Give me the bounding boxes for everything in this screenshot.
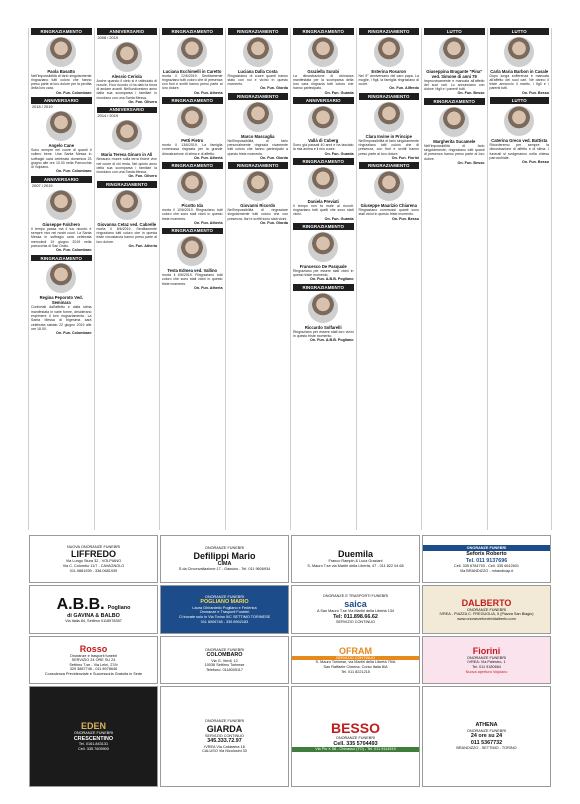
- obituary-name: Carla Maria Barbon in Casale: [490, 68, 549, 74]
- ad-line: ONORANZE FUNEBRI: [466, 728, 507, 733]
- obituary-name: Giuseppina Bragante "Pina" ved. Simone di anni 79: [426, 68, 483, 79]
- ad-line: ONORANZE FUNEBRI: [466, 607, 507, 612]
- ad-line: 011.9881939 - 338.0681939: [69, 568, 118, 573]
- obituary-photo: [177, 106, 207, 136]
- obituary-name: Marco Mascaglia: [240, 133, 275, 139]
- obituary-entry: [228, 28, 289, 91]
- obituary-heading: RINGRAZIAMENTO: [228, 162, 289, 169]
- obituary-agency: On. Fun. Besso: [457, 160, 485, 165]
- obituary-name: Testa Edmea ved. Vallino: [167, 268, 218, 274]
- obituary-years: 2008 / 2019: [97, 34, 119, 40]
- ad-subtitle: Pogliano: [107, 604, 131, 611]
- obituary-agency: On. Fun. Giorda: [260, 155, 288, 160]
- ad-line: IVREA - PIAZZA C. FREGUGLIA, 5 (Piazza San Biagio): [439, 612, 534, 617]
- ad-line: www.onoranzefunebridalberto.com: [457, 616, 516, 621]
- obituary-agency: On. Fun. A.B.B. Pogliano: [310, 277, 354, 282]
- obit-column: [356, 28, 422, 530]
- obituary-heading: RINGRAZIAMENTO: [162, 228, 223, 235]
- obituary-entry: [490, 28, 550, 95]
- obituary-entry: [293, 97, 354, 156]
- ad-line: IVREA Via Caldarera 16: [204, 744, 245, 749]
- obituary-entry: [424, 98, 485, 165]
- obituary-heading: LUTTO: [490, 97, 550, 104]
- obituary-name: Picotto Ida: [181, 203, 203, 209]
- obituary-text: Sono già passati 40 anni e ha lasciato la mia anima e il mio cuore.: [293, 142, 354, 152]
- ad-title: Duemila: [337, 549, 373, 560]
- ad-line: BRANDIZZO - SETTIMO - TORINO: [456, 746, 517, 751]
- obituary-agency: On. Fun. Guarda: [324, 216, 354, 221]
- obituary-name: Vallà di Cuberg: [308, 137, 339, 143]
- obituary-years: 2018 / 2019: [32, 103, 53, 109]
- obituary-entry: [293, 284, 354, 343]
- obituary-entry: [359, 162, 420, 221]
- ad-line: SERVIZIO CONTINUO: [336, 620, 375, 624]
- ad-line: Onoranze e trasporti funebri: [69, 653, 118, 658]
- obituary-entry: [293, 158, 354, 221]
- ad-line: Via BRANDIZZO - mhandicap.it: [459, 568, 514, 573]
- ad-title: COLOMBARO: [206, 652, 243, 659]
- obituary-heading: RINGRAZIAMENTO: [31, 28, 92, 35]
- ad-phone: Tel. 011 9137696: [465, 557, 508, 564]
- obituary-heading: ANNIVERSARIO: [31, 97, 92, 104]
- ad-dalberto: [422, 585, 551, 634]
- obituary-photo: [46, 37, 76, 67]
- ad-line: ONORANZE FUNEBRI: [335, 736, 376, 741]
- obituary-text: Nell'impossibilità di farlo singolarmente, ringraziano tutti quanti di presenza hanno preso parte al loro dolore.: [424, 143, 485, 161]
- ad-line: Tel. 011 8221215: [341, 669, 370, 674]
- obituary-photo: [177, 171, 207, 201]
- ad-line: 011 8006748 - 335 8902183: [200, 619, 249, 624]
- obituary-name: Caterina Greco ved. Battista: [491, 137, 548, 143]
- obituary-heading: RINGRAZIAMENTO: [162, 162, 223, 169]
- ad-line: Via Pio X 58 - Chivasso (TO) - Tel. 011 9114519: [292, 747, 419, 752]
- obituary-photo: [177, 236, 207, 266]
- obituary-photo: [439, 37, 469, 67]
- obituary-photo: [112, 120, 142, 150]
- obituary-photo: [308, 106, 338, 136]
- obituary-agency: On. Fun. Allfredo: [389, 86, 419, 91]
- obituary-agency: On. Fun. Olivero: [128, 174, 157, 179]
- ad-fiorini: [422, 636, 551, 684]
- ad-line: ONORANZE FUNEBRI: [204, 647, 245, 652]
- ad-line: CALUSO Via Nicolosini 33: [202, 749, 247, 754]
- ad-line: Cell. 335 6784793 - Cell. 335 6612601: [453, 564, 520, 569]
- ad-line: Via G. Verdi, 12: [211, 658, 238, 663]
- obituary-entry: [228, 93, 289, 160]
- ad-colombaro: [160, 636, 289, 684]
- obituary-photo: [374, 102, 404, 132]
- ad-title: saica: [344, 599, 367, 609]
- obituary-agency: On. Fun. Olivero: [128, 100, 157, 105]
- obituary-name: Alessio Ceriola: [111, 73, 142, 79]
- obituary-photo: [46, 190, 76, 220]
- ad-besso: [291, 686, 420, 787]
- obituary-heading: ANNIVERSARIO: [97, 107, 158, 114]
- obituary-heading: LUTTO: [490, 28, 550, 35]
- obituary-heading: RINGRAZIAMENTO: [31, 255, 92, 262]
- ad-line: Tel. 011 9180664: [472, 665, 501, 669]
- obituary-photo: [112, 42, 142, 72]
- obituary-agency: On. Fun. Giorda: [260, 86, 288, 91]
- ad-line: San Raffaele Cimena, Corso Italia 8/A: [323, 665, 388, 669]
- obituary-photo: [308, 293, 338, 323]
- ad-title: EDEN: [80, 721, 106, 732]
- obituary-heading: ANNIVERSARIO: [293, 97, 354, 104]
- ad-line: Via C. Colombo 11/7 - CAVAGNOLO: [62, 564, 125, 568]
- obituaries-section: [28, 28, 552, 530]
- obituary-text: Dopo lunga sofferenza è mancata all'affetto dei suoi cari. Ne danno il triste annuncio il marito, i figli e i parenti tutti.: [489, 73, 549, 91]
- obituary-heading: RINGRAZIAMENTO: [293, 158, 354, 165]
- obituary-years: 2007 / 2019: [32, 182, 53, 188]
- ad-phone: 345.333.72.97: [207, 738, 242, 745]
- ad-defilippi: [160, 535, 289, 583]
- obituary-agency: On. Fun. Colombaro: [56, 90, 92, 95]
- obituary-name: Clara Invine in Principe: [365, 133, 412, 139]
- ad-line: S. Mauro T.se via Martiri della Libertà, 47 - 011 822 04 68: [307, 564, 404, 568]
- ad-line: IVREA: Via Palestro, 1: [467, 660, 506, 665]
- ad-title: OFRAM: [339, 645, 372, 656]
- ad-liffredo: [29, 535, 158, 583]
- obituary-entry: [359, 93, 420, 160]
- obituary-text: Il tempo passa ma il tuo ricordo è sempre vivo nei nostri cuori. La Santa Messa in suffragio sarà celebrata mercoledì 19 giugno 2019 nella parrocchia di San Grato.: [31, 226, 92, 248]
- obituary-text: Ringraziano commossi quanti sono stati vicini in questo triste momento.: [358, 208, 419, 217]
- obituary-years: 2014 / 2019: [97, 113, 119, 119]
- obituary-heading: RINGRAZIAMENTO: [359, 28, 420, 35]
- obituary-name: Giovanni Ricordo: [240, 203, 276, 209]
- ad-line: A San Mauro T.se Via Martiri della Libertà 134: [316, 609, 395, 613]
- obituary-photo: [308, 232, 338, 262]
- ad-line: S.da Circonvallazione 17 - Gassino - Tel. 011 9606934: [178, 567, 271, 572]
- obituary-agency: On. Fun. Besso: [457, 91, 485, 96]
- ad-line: Settimo T.se - Via Leini, 27/b: [69, 662, 118, 667]
- obituary-name: Riccardo Solfarelli: [304, 324, 342, 330]
- obituary-text: Il tempo non fa male ai ricordi: ringraziano tutti quelli che sono stati vicini.: [293, 203, 354, 217]
- obituary-agency: On. Fun. Atheria: [128, 243, 157, 248]
- obituary-entry: [162, 97, 223, 160]
- ad-line: Via Lungo Stura 32 - VOLPIANO: [65, 559, 122, 564]
- obituary-entry: [31, 176, 92, 253]
- obituary-name: Margherita Sucamele: [433, 138, 476, 144]
- obituary-heading: RINGRAZIAMENTO: [97, 181, 158, 188]
- ad-line: Tel. 0161.843131: [78, 742, 109, 747]
- ad-line: ONORANZE FUNEBRI: [204, 719, 245, 724]
- ad-line: Laura Ghirardello Pogliano e Federica: [192, 605, 257, 610]
- obituary-agency: On. Fun. Besso: [391, 216, 419, 221]
- ad-line: Telefono: 0118005117: [205, 667, 244, 672]
- ad-line: ONORANZE FUNEBRI: [204, 594, 245, 599]
- ad-eden: [29, 686, 158, 787]
- ad-abb: [29, 585, 158, 634]
- ad-title: POGLIANO MARIO: [200, 599, 249, 606]
- ad-line: ONORANZE FUNEBRI: [423, 545, 550, 552]
- obituary-text: Nel 9° anniversario del caro papà. La moglie, i figli, la famiglia ringraziano di cuore.: [358, 73, 419, 87]
- ad-athena: [422, 686, 551, 787]
- obituary-heading: RINGRAZIAMENTO: [162, 28, 223, 35]
- obituary-entry: [162, 228, 223, 291]
- obituary-agency: On. Fun. Atheria: [193, 90, 223, 95]
- ad-rosso: [29, 636, 158, 684]
- obituary-text: Nessuno muore sulla terra finché vive nel cuore di chi resta. Nel quinto anno della sua scomparsa i familiari la ricordano con una Santa Messa.: [96, 157, 157, 175]
- ad-line: Ci trovate solo in Via Torino 5/C SETTIMO TORINESE: [178, 615, 271, 619]
- obituary-text: La dimostrazione di vicinanza manifestata per la scomparsa della loro cara ringrazia tutti coloro che hanno partecipato.: [293, 73, 354, 91]
- ad-title: Defilippi Mario: [193, 550, 256, 561]
- ad-line: S. Mauro Torinese, via Martiri della Libertà 79/A: [315, 660, 396, 665]
- obituary-heading: RINGRAZIAMENTO: [293, 223, 354, 230]
- obituary-text: Ricorderemo per sempre la dimostrazione di affetto e di stima. I funerali si svolgeranno nella chiesa parrocchiale.: [489, 142, 549, 160]
- obituary-agency: On. Fun. Besso: [521, 160, 549, 165]
- obituary-heading: RINGRAZIAMENTO: [293, 28, 354, 35]
- ad-line: 10036 Settimo Torinese: [204, 663, 245, 668]
- ad-line: Onoranze e Trasporti Funebri: [199, 610, 250, 615]
- ad-line: CRESCENTINO: [73, 736, 114, 742]
- ad-ofram: [291, 636, 420, 684]
- ad-title: GIARDA: [206, 723, 243, 734]
- ad-title: LIFFREDO: [71, 549, 116, 560]
- obituary-heading: RINGRAZIAMENTO: [228, 28, 289, 35]
- obituary-text: Nell'impossibilità di ringraziare singolarmente tutti coloro che con presenza, fiori e scritti sono stati vicini.: [227, 208, 288, 221]
- obituary-entry: [293, 28, 354, 95]
- ad-phone: Cell. 335 5704493: [333, 740, 378, 747]
- ad-line: SERVIZIO CONTINUO: [292, 656, 419, 661]
- obit-column: [28, 28, 94, 530]
- obituary-name: Petti Pietro: [181, 137, 204, 143]
- obituary-name: Luciana Dalla Costa: [237, 68, 278, 74]
- ad-title: Seforis Roberto: [466, 551, 507, 558]
- obit-column: [159, 28, 225, 530]
- ad-title: A.B.B.: [56, 595, 105, 613]
- obituary-photo: [308, 37, 338, 67]
- obit-column: [421, 28, 487, 530]
- ad-seforis: [422, 535, 551, 583]
- obituary-entry: [31, 97, 92, 174]
- ad-subtitle: CIMA: [217, 560, 232, 567]
- obituary-text: Ringraziano per essere stati vicini in questo triste momento.: [293, 268, 354, 278]
- obituary-entry: [162, 28, 223, 95]
- obituary-text: Improvvisamente e mancata all'affetto dei suoi cari. Lo annunciano con dolore i figli e i parenti tutti.: [424, 78, 485, 92]
- obituary-photo: [374, 37, 404, 67]
- obituary-photo: [243, 171, 273, 201]
- obituary-text: morto il 13/6/2019. La famiglia commossa ringrazia per la grande dimostrazione di stima e di affetto.: [162, 142, 223, 156]
- obituary-photo: [308, 167, 338, 197]
- ad-title: Fiorini: [472, 645, 501, 656]
- obituary-entry: [97, 107, 158, 179]
- obituary-photo: [243, 37, 273, 67]
- ad-line: ONORANZE FUNEBRI: [466, 655, 507, 660]
- obituary-name: Paola Basatto: [47, 68, 76, 74]
- ad-saica: [291, 585, 420, 634]
- obituary-photo: [46, 111, 76, 141]
- ad-line: di GAVINA & BALBO: [67, 612, 120, 619]
- obituary-text: Confortati dall'affetto e dalla stima manifestata in varie forme, desiderano esprimere il loro ringraziamento. La Santa Messa di trigesima sarà celebrata sabato 22 giugno 2019 alle ore 18.00.: [31, 305, 92, 331]
- obituary-entry: [359, 28, 420, 91]
- obit-column: [225, 28, 291, 530]
- obituary-text: morta il 10/6/2019. Ringraziano tutti coloro che sono stati vicini in questo triste momento.: [162, 208, 223, 221]
- ad-line: SERVIZIO CONTINUO: [205, 733, 244, 738]
- obituary-name: Angelo Cane: [48, 142, 75, 148]
- obituary-text: Anche quando il cielo si è rabbuiato di nuvole, il tuo ricordo ci ha dato la forza di andare avanti. Nell'undicesimo anno dalla sua scomparsa i familiari lo ricordano con una Santa Messa.: [96, 78, 157, 100]
- obituary-entry: [97, 28, 158, 105]
- obituary-entry: [31, 28, 92, 95]
- obituary-text: Ringraziano per essere stati loro vicini in questo triste momento.: [293, 329, 354, 338]
- obituary-photo: [504, 106, 534, 136]
- obituary-agency: On. Fun. A.B.B. Pogliano: [310, 338, 354, 343]
- ad-line: Consulenza Previdenziale e Successoria Gratuita in Sede: [44, 671, 143, 676]
- obituary-agency: On. Fun. Atheria: [193, 155, 223, 160]
- obituary-text: Sono sempre nel cuore di quanti ti vollero bene. Una Santa Messa in suffragio sarà celebrata domenica 23 giugno alle ore 10.00 nella Parrocchia di Volpiano.: [31, 147, 92, 170]
- obituary-text: Ringraziamo di cuore quanti hanno stato con noi e vicino in questo momento.: [227, 73, 288, 87]
- obituary-text: morta il 8/6/2019. Sentitamente ringraziano tutti coloro che in questa triste circostanza hanno preso parte al loro dolore.: [96, 226, 157, 244]
- ad-giarda: [160, 686, 289, 787]
- obituary-photo: [504, 37, 534, 67]
- obituary-agency: On. Fun. Atheria: [193, 220, 223, 225]
- obituary-agency: On. Fun. Giorda: [260, 220, 288, 225]
- obituary-heading: RINGRAZIAMENTO: [293, 284, 354, 291]
- ad-line: 24 ore su 24: [470, 733, 503, 740]
- obituary-entry: [97, 181, 158, 248]
- ad-line: Nuova apertura Volpiano: [465, 669, 508, 674]
- obituary-heading: RINGRAZIAMENTO: [162, 97, 223, 104]
- obituary-heading: ANNIVERSARIO: [97, 28, 158, 35]
- obituary-entry: [490, 97, 550, 164]
- ad-title: Rosso: [79, 643, 108, 654]
- obituary-photo: [112, 190, 142, 220]
- obituary-photo: [177, 37, 207, 67]
- obituary-name: Daniela Previati: [307, 198, 339, 204]
- obituary-name: Francesco De Pasquale: [299, 263, 347, 269]
- obituary-entry: [293, 223, 354, 282]
- obituary-text: morta il 6/6/2019. Ringraziano tutti coloro che sono stati vicini in questo triste momento.: [162, 273, 223, 286]
- obituary-text: morta il 12/6/2019. Sentitamente ringraziano tutti coloro che di presenza con fiori e scritti hanno preso parte al loro dolore.: [162, 73, 223, 91]
- ad-line: Cell. 335.7605900: [78, 747, 109, 751]
- obituary-text: Nell'impossibilità di farlo personalmente ringrazia vivamente tutti coloro che hanno partecipato a questo triste momento.: [227, 138, 288, 156]
- obituary-agency: On. Fun. Colombaro: [56, 331, 92, 336]
- obituary-heading: RINGRAZIAMENTO: [228, 93, 289, 100]
- obituary-photo: [243, 102, 273, 132]
- obituary-name: Giovanna Cetaz ved. Cabrelle: [97, 221, 157, 227]
- ad-title-row: [57, 596, 131, 613]
- obituary-agency: On. Fun. Fiorini: [391, 155, 419, 160]
- ad-line: NUOVA ONORANZE FUNEBRI: [66, 544, 121, 549]
- obituary-heading: LUTTO: [424, 28, 485, 35]
- obituary-text: Nell'impossibilità di farlo singolarmente ringraziano tutti coloro che di presenza, con fiori e scritti hanno preso parte al loro dolore.: [358, 138, 419, 156]
- obituary-name: Maria Teresa Ginaro in Alì: [101, 152, 153, 158]
- ad-phone: Tel: 011.898.66.62: [333, 613, 378, 620]
- ad-duemila: [291, 535, 420, 583]
- ad-line: ONORANZE FUNEBRI: [73, 731, 114, 736]
- obituary-name: Esterina Rosaron: [371, 68, 407, 74]
- obituary-heading: RINGRAZIAMENTO: [359, 93, 420, 100]
- ad-title: DALBERTO: [461, 597, 512, 608]
- obituary-heading: ANNIVERSARIO: [31, 176, 92, 183]
- obit-column: [290, 28, 356, 530]
- ad-line: SERVIZIO 24 ORE SU 24: [71, 658, 116, 663]
- ad-line: ONORANZE FUNEBRI: [204, 546, 245, 551]
- ad-line: Franco Rampin & Luca Graziani: [328, 559, 383, 564]
- ad-line: ONORANZE E TRASPORTI FUNEBRI: [322, 594, 389, 599]
- obituary-agency: On. Fun. Colombaro: [56, 169, 92, 174]
- obituary-agency: On. Fun. Colombaro: [56, 248, 92, 253]
- obituary-name: Giuseppe Falchero: [42, 221, 81, 227]
- obituary-agency: On. Fun. Guarda: [324, 90, 354, 95]
- obituary-text: Nell'impossibilità di farlo singolarmente ringraziano tutti coloro che hanno preso parte al loro dolore per la perdita della loro cara.: [31, 73, 92, 91]
- ad-line: 329 3887746 - 011 8978646: [69, 667, 118, 672]
- obituary-entry: [162, 162, 223, 225]
- obituary-agency: On. Fun. Atheria: [193, 286, 223, 291]
- obituary-name: Luciana Ecchimelli in Caretto: [163, 68, 222, 74]
- obituary-entry: [31, 255, 92, 336]
- obituary-name: Giuseppe Maurizio Chiarena: [360, 203, 417, 209]
- obituary-photo: [374, 171, 404, 201]
- obituary-entry: [424, 28, 485, 96]
- obituary-heading: RINGRAZIAMENTO: [424, 98, 485, 105]
- obituary-name: Graziella Surabi: [307, 68, 340, 74]
- obituary-photo: [439, 107, 469, 137]
- ad-pogliano-mario: [160, 585, 289, 634]
- obituary-agency: On. Fun. Guarda: [324, 151, 354, 156]
- ad-title: ATHENA: [475, 722, 498, 729]
- ad-title: BESSO: [330, 720, 380, 737]
- ad-line: Via Italia 84, Settimo 0118978357: [65, 618, 122, 623]
- obituary-agency: On. Fun. Besso: [521, 90, 549, 95]
- obit-column: [487, 28, 553, 530]
- obituary-photo: [46, 263, 76, 293]
- obituary-name: Regina Peporoto Ved. Seminara: [39, 295, 83, 306]
- obit-column: [94, 28, 160, 530]
- obituary-heading: RINGRAZIAMENTO: [359, 162, 420, 169]
- obituary-entry: [228, 162, 289, 225]
- ads-section: [28, 534, 552, 788]
- ad-phone: 011 5367732: [470, 739, 503, 746]
